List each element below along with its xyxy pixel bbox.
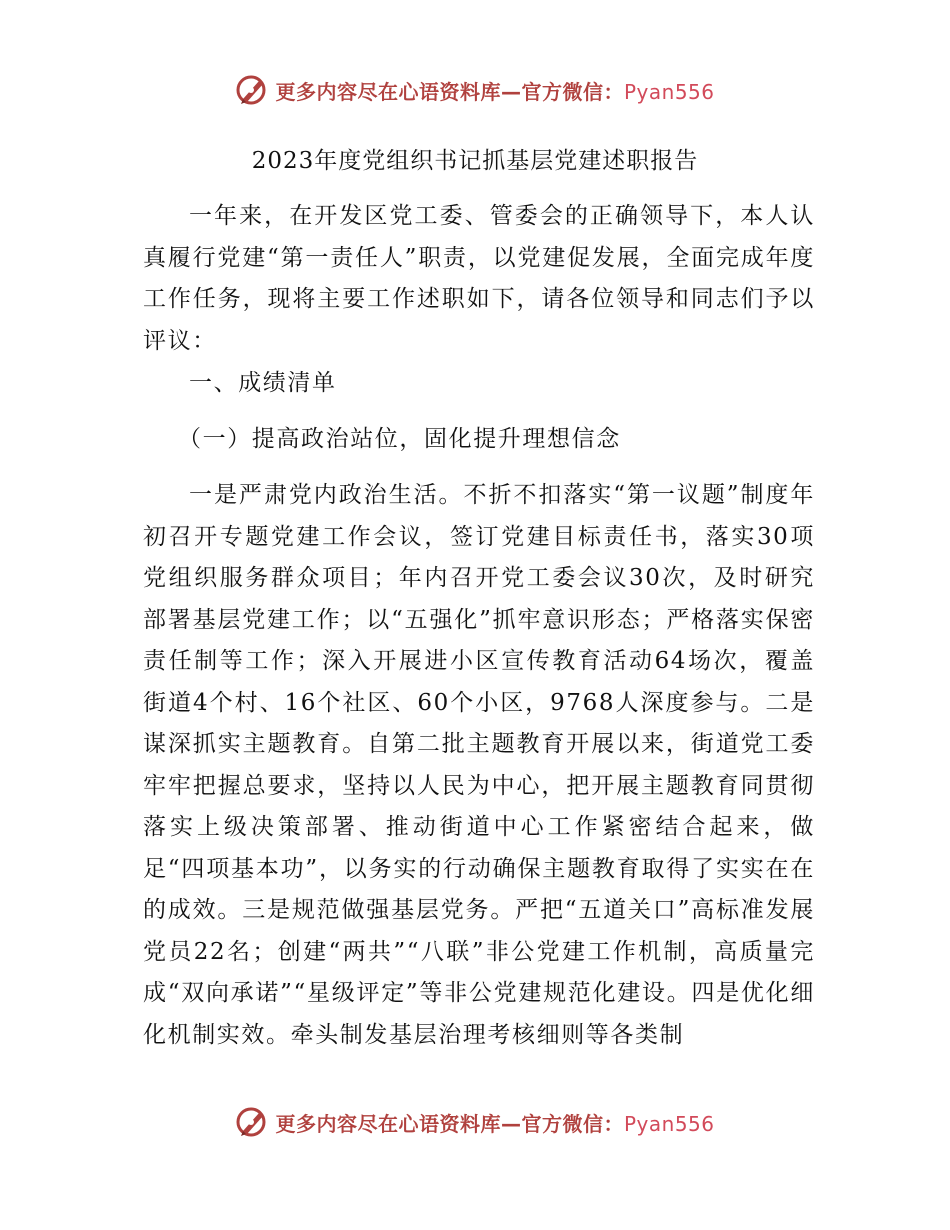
watermark-contact: 官方微信： — [521, 1111, 624, 1136]
watermark-contact: 官方微信： — [521, 79, 624, 104]
watermark-text — [275, 76, 714, 105]
watermark-id: Pyan556 — [623, 79, 715, 104]
watermark-id: Pyan556 — [623, 1111, 715, 1136]
watermark-banner-top — [0, 70, 950, 110]
section-heading: 一、成绩清单 — [189, 370, 337, 396]
intro-paragraph: 一年来，在开发区党工委、管委会的正确领导下，本人认真履行党建“第一责任人”职责，以党建促发展，全面完成年度工作任务，现将主要工作述职如下，请各位领导和同志们予以评议： — [143, 203, 815, 354]
body-paragraph: 一是严肃党内政治生活。不折不扣落实“第一议题”制度年初召开专题党建工作会议，签订党建目标责任书，落实30项党组织服务群众项目；年内召开党工委会议30次，及时研究部署基层党建工作；以“五强化”抓牢意识形态；严格落实保密责任制等工作；深入开展进小区宣传教育活动64场次，覆盖街道4个村、16个社区、60个小区，9768人深度参与。二是谋深抓实主题教育。自第二批主题教育开展以来，街道党工委牢牢把握总要求，坚持以人民为中心，把开展主题教育同贯彻落实上级决策部署、推动街道中心工作紧密结合起来，做足“四项基本功”，以务实的行动确保主题教育取得了实实在在的成效。三是规范做强基层党务。严把“五道关口”高标准发展党员22名；创建“两共”“八联”非公党建工作机制，高质量完成“双向承诺”“星级评定”等非公党建规范化建设。四是优化细化机制实效。牵头制发基层治理考核细则等各类制 — [143, 482, 815, 1048]
watermark-dash: — — [500, 79, 522, 104]
pen-circle-icon — [235, 1105, 269, 1139]
watermark-main: 更多内容尽在心语资料库 — [275, 79, 501, 104]
pen-circle-icon — [235, 73, 269, 107]
watermark-main: 更多内容尽在心语资料库 — [275, 1111, 501, 1136]
watermark-text — [275, 1108, 714, 1137]
watermark-dash: — — [500, 1111, 522, 1136]
document-title: 2023年度党组织书记抓基层党建述职报告 — [251, 148, 699, 174]
watermark-banner-bottom — [0, 1102, 950, 1142]
subsection-heading: （一）提高政治站位，固化提升理想信念 — [178, 426, 621, 452]
